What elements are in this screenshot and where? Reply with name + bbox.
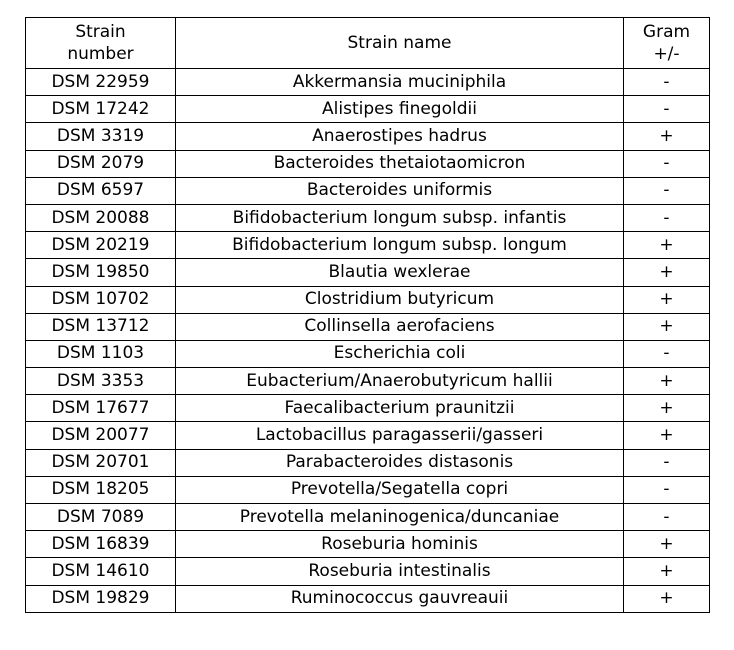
header-gram-line1: Gram <box>642 22 691 42</box>
header-strain-number-line1: Strain <box>75 22 126 42</box>
strain-number-cell: DSM 2079 <box>26 150 176 177</box>
header-strain-name: Strain name <box>176 18 624 69</box>
table-row <box>26 123 710 150</box>
table-row <box>26 177 710 204</box>
strain-name-cell: Clostridium butyricum <box>176 286 624 313</box>
strain-name-cell: Blautia wexlerae <box>176 259 624 286</box>
strain-number-cell: DSM 18205 <box>26 476 176 503</box>
gram-stain-cell: + <box>624 232 710 259</box>
table-row <box>26 558 710 585</box>
table-header <box>26 18 710 69</box>
strain-name-cell: Parabacteroides distasonis <box>176 449 624 476</box>
table-row <box>26 232 710 259</box>
strain-number-cell: DSM 14610 <box>26 558 176 585</box>
gram-stain-cell: - <box>624 449 710 476</box>
strain-name-cell: Roseburia hominis <box>176 531 624 558</box>
gram-stain-cell: + <box>624 259 710 286</box>
strain-number-cell: DSM 3353 <box>26 368 176 395</box>
table-row <box>26 422 710 449</box>
gram-stain-cell: + <box>624 123 710 150</box>
strain-name-cell: Anaerostipes hadrus <box>176 123 624 150</box>
gram-stain-cell: - <box>624 204 710 231</box>
strain-name-cell: Ruminococcus gauvreauii <box>176 585 624 612</box>
table-row <box>26 476 710 503</box>
gram-stain-cell: - <box>624 150 710 177</box>
header-row <box>26 18 710 69</box>
gram-stain-cell: + <box>624 313 710 340</box>
strain-number-cell: DSM 17242 <box>26 96 176 123</box>
strain-number-cell: DSM 17677 <box>26 395 176 422</box>
header-gram <box>624 18 710 69</box>
gram-stain-cell: - <box>624 504 710 531</box>
table-row <box>26 69 710 96</box>
table-row <box>26 531 710 558</box>
table-row <box>26 96 710 123</box>
strain-number-cell: DSM 10702 <box>26 286 176 313</box>
strain-number-cell: DSM 3319 <box>26 123 176 150</box>
table-row <box>26 259 710 286</box>
table-row <box>26 204 710 231</box>
gram-stain-cell: - <box>624 69 710 96</box>
strain-number-cell: DSM 20219 <box>26 232 176 259</box>
strain-number-cell: DSM 20088 <box>26 204 176 231</box>
gram-stain-cell: - <box>624 340 710 367</box>
table-row <box>26 150 710 177</box>
strain-number-cell: DSM 16839 <box>26 531 176 558</box>
strain-number-cell: DSM 7089 <box>26 504 176 531</box>
header-gram-line2: +/- <box>653 44 680 64</box>
gram-stain-cell: + <box>624 286 710 313</box>
gram-stain-cell: + <box>624 531 710 558</box>
strain-name-cell: Escherichia coli <box>176 340 624 367</box>
gram-stain-cell: - <box>624 177 710 204</box>
strain-name-cell: Bacteroides uniformis <box>176 177 624 204</box>
strain-name-cell: Collinsella aerofaciens <box>176 313 624 340</box>
gram-stain-cell: - <box>624 96 710 123</box>
strain-number-cell: DSM 13712 <box>26 313 176 340</box>
gram-stain-cell: + <box>624 558 710 585</box>
gram-stain-cell: - <box>624 476 710 503</box>
gram-stain-cell: + <box>624 395 710 422</box>
strain-number-cell: DSM 20077 <box>26 422 176 449</box>
gram-stain-cell: + <box>624 585 710 612</box>
gram-stain-cell: + <box>624 368 710 395</box>
strain-name-cell: Roseburia intestinalis <box>176 558 624 585</box>
table-body <box>26 69 710 613</box>
table-row <box>26 585 710 612</box>
table-row <box>26 286 710 313</box>
strain-table <box>25 17 710 613</box>
table-row <box>26 340 710 367</box>
strain-name-cell: Lactobacillus paragasserii/gasseri <box>176 422 624 449</box>
strain-number-cell: DSM 6597 <box>26 177 176 204</box>
strain-name-cell: Bifidobacterium longum subsp. infantis <box>176 204 624 231</box>
strain-number-cell: DSM 19829 <box>26 585 176 612</box>
strain-number-cell: DSM 20701 <box>26 449 176 476</box>
table-row <box>26 449 710 476</box>
header-strain-number-line2: number <box>67 44 134 64</box>
table-row <box>26 504 710 531</box>
strain-number-cell: DSM 22959 <box>26 69 176 96</box>
strain-name-cell: Prevotella melaninogenica/duncaniae <box>176 504 624 531</box>
gram-stain-cell: + <box>624 422 710 449</box>
strain-name-cell: Faecalibacterium praunitzii <box>176 395 624 422</box>
strain-number-cell: DSM 19850 <box>26 259 176 286</box>
strain-name-cell: Bacteroides thetaiotaomicron <box>176 150 624 177</box>
table-row <box>26 313 710 340</box>
strain-name-cell: Eubacterium/Anaerobutyricum hallii <box>176 368 624 395</box>
strain-name-cell: Prevotella/Segatella copri <box>176 476 624 503</box>
strain-number-cell: DSM 1103 <box>26 340 176 367</box>
strain-name-cell: Akkermansia muciniphila <box>176 69 624 96</box>
strain-name-cell: Bifidobacterium longum subsp. longum <box>176 232 624 259</box>
table-row <box>26 395 710 422</box>
strain-name-cell: Alistipes finegoldii <box>176 96 624 123</box>
header-strain-number <box>26 18 176 69</box>
table-row <box>26 368 710 395</box>
